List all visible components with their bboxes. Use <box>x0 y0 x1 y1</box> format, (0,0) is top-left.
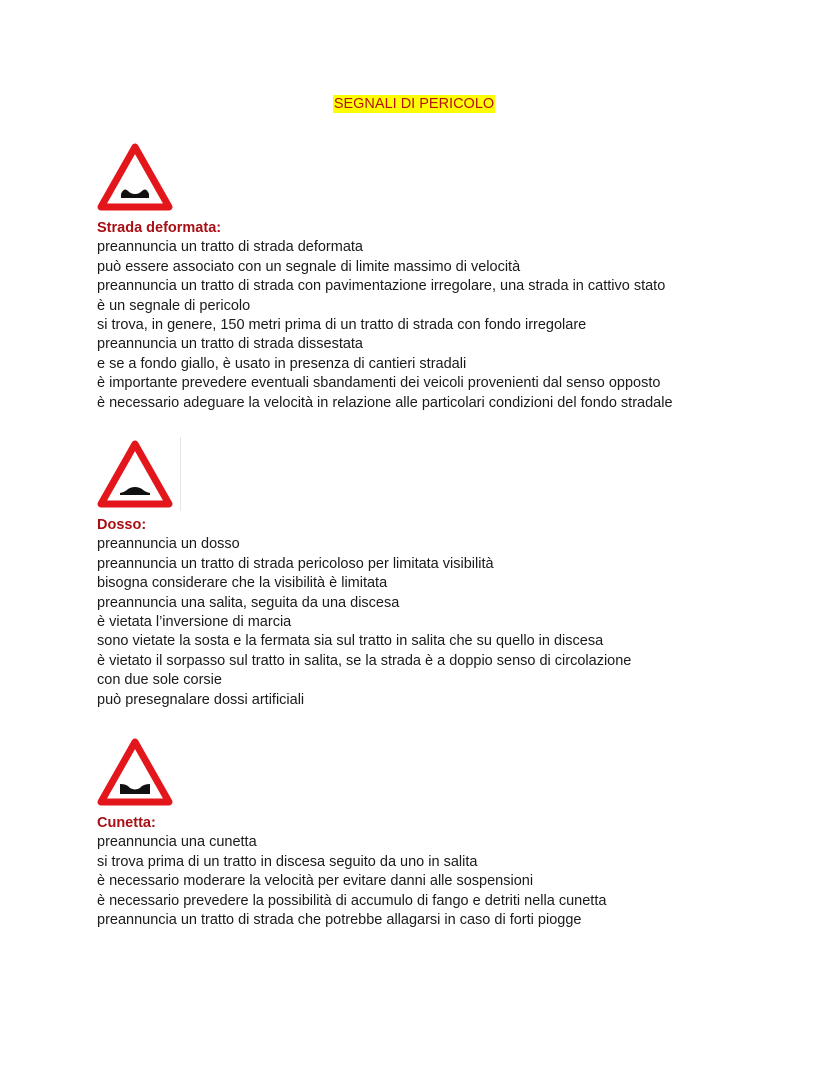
section-heading: Dosso: <box>97 517 147 533</box>
text-line: è necessario prevedere la possibilità di accumulo di fango e detriti nella cunetta <box>97 892 607 909</box>
text-line: è importante prevedere eventuali sbandamenti dei veicoli provenienti dal senso opposto <box>97 375 661 392</box>
text-line: è vietata l’inversione di marcia <box>97 614 292 631</box>
text-line: può presegnalare dossi artificiali <box>97 691 305 708</box>
text-line: preannuncia una cunetta <box>97 834 257 851</box>
text-line: si trova prima di un tratto in discesa seguito da uno in salita <box>97 853 478 870</box>
text-line: bisogna considerare che la visibilità è limitata <box>97 575 388 592</box>
text-line: e se a fondo giallo, è usato in presenza di cantieri stradali <box>97 355 467 372</box>
section-dosso <box>97 440 631 710</box>
text-line: preannuncia una salita, seguita da una discesa <box>97 594 400 611</box>
text-line: si trova, in genere, 150 metri prima di un tratto di strada con fondo irregolare <box>97 317 587 334</box>
text-line: sono vietate la sosta e la fermata sia sul tratto in salita che su quello in discesa <box>97 633 604 650</box>
dosso-sign-icon <box>97 440 173 510</box>
section-heading: Strada deformata: <box>97 220 222 236</box>
text-line: preannuncia un tratto di strada pericoloso per limitata visibilità <box>97 555 494 572</box>
text-line: con due sole corsie <box>97 672 222 689</box>
text-line: è vietato il sorpasso sul tratto in salita, se la strada è a doppio senso di circolazione <box>97 652 632 669</box>
text-line: è un segnale di pericolo <box>97 297 251 314</box>
text-line: è necessario adeguare la velocità in relazione alle particolari condizioni del fondo stradale <box>97 394 673 411</box>
title-container <box>0 95 828 113</box>
text-line: preannuncia un tratto di strada con pavimentazione irregolare, una strada in cattivo stato <box>97 278 666 295</box>
text-line: preannuncia un tratto di strada dissestata <box>97 336 363 353</box>
page-title: SEGNALI DI PERICOLO <box>333 96 495 112</box>
text-line: preannuncia un dosso <box>97 536 240 553</box>
cunetta-sign-icon <box>97 738 173 808</box>
text-line: può essere associato con un segnale di limite massimo di velocità <box>97 258 521 275</box>
text-line: preannuncia un tratto di strada che potrebbe allagarsi in caso di forti piogge <box>97 912 582 929</box>
text-line: è necessario moderare la velocità per evitare danni alle sospensioni <box>97 873 534 890</box>
section-heading: Cunetta: <box>97 815 156 831</box>
section-cunetta <box>97 738 606 930</box>
text-line: preannuncia un tratto di strada deformata <box>97 239 363 256</box>
section-strada-deformata <box>97 143 673 413</box>
strada-deformata-sign-icon <box>97 143 173 213</box>
